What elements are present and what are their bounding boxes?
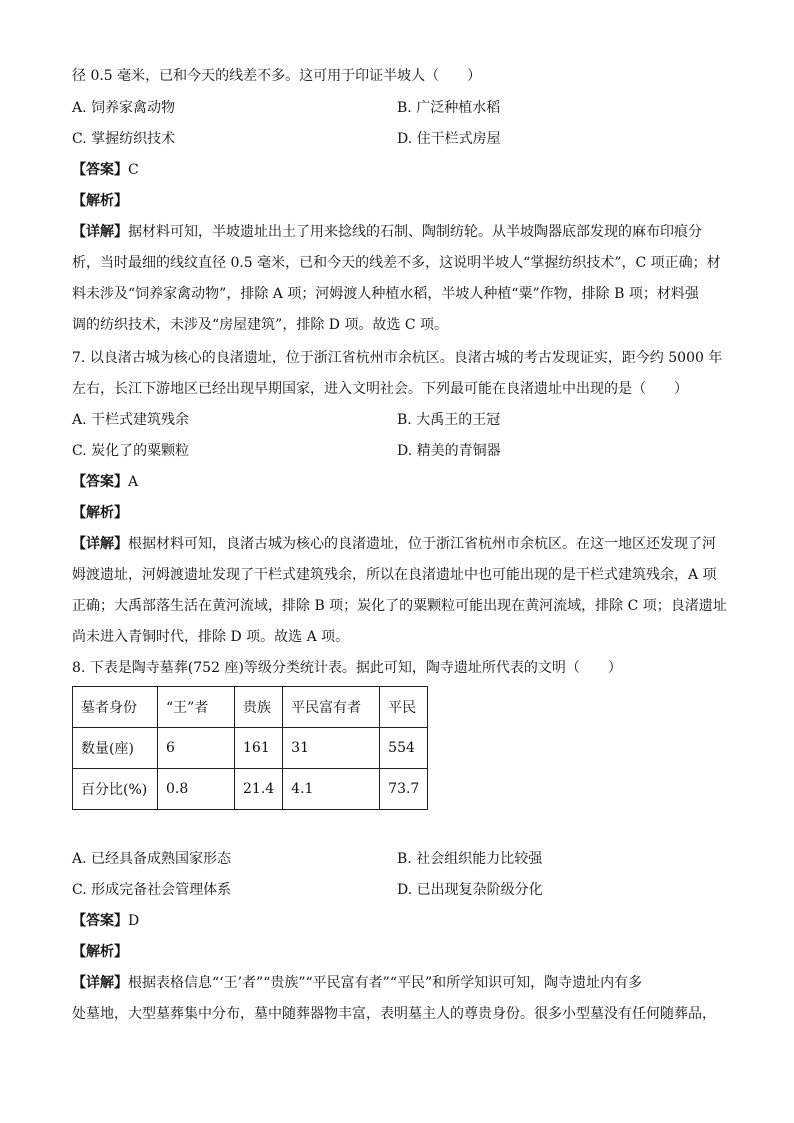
q8-analysis-tag: 【解析】: [72, 944, 128, 960]
table-cell: 21.4: [235, 769, 283, 810]
q7-stem-line-2: 左右，长江下游地区已经出现早期国家，进入文明社会。下列最可能在良渚遗址中出现的是（ ）: [72, 381, 688, 397]
q7-detail-line-1: [72, 534, 716, 554]
table-header-cell: 墓者身份: [73, 687, 158, 728]
detail-text: 根据材料可知，良渚古城为核心的良渚遗址，位于浙江省杭州市余杭区。在这一地区还发现了河: [128, 536, 716, 552]
q8-option-a: A. 已经具备成熟国家形态: [72, 851, 232, 867]
q7-stem-line-1: 7. 以良渚古城为核心的良渚遗址，位于浙江省杭州市余杭区。良渚古城的考古发现证实，距今约 5000 年: [72, 350, 723, 366]
table-header-row: [73, 687, 428, 728]
answer-tag: 【答案】: [72, 474, 128, 490]
detail-tag: 【详解】: [72, 536, 128, 552]
q6-option-a: A. 饲养家禽动物: [72, 100, 176, 116]
q7-answer-line: [72, 472, 138, 492]
answer-value: D: [128, 913, 140, 929]
q6-option-b: B. 广泛种植水稻: [397, 100, 501, 116]
q7-detail-line-3: 正确；大禹部落生活在黄河流域，排除 B 项；炭化了的粟颗粒可能出现在黄河流域，排除 C 项；良渚遗址: [72, 598, 727, 614]
q6-detail-line-4: 调的纺织技术，未涉及“房屋建筑”，排除 D 项。故选 C 项。: [72, 317, 449, 333]
answer-value: C: [128, 162, 139, 178]
table-header-cell: 平民富有者: [283, 687, 380, 728]
q8-option-d: D. 已出现复杂阶级分化: [397, 882, 543, 898]
q6-option-c: C. 掌握纺织技术: [72, 131, 176, 147]
q8-detail-line-1: [72, 973, 642, 993]
table-cell: 0.8: [158, 769, 235, 810]
detail-tag: 【详解】: [72, 224, 128, 240]
q8-detail-line-2: 处墓地，大型墓葬集中分布，墓中随葬器物丰富，表明墓主人的尊贵身份。很多小型墓没有任何随葬品，: [72, 1006, 716, 1022]
table-cell: 161: [235, 728, 283, 769]
q6-detail-line-1: [72, 222, 702, 242]
q6-stem-line: 径 0.5 毫米，已和今天的线差不多。这可用于印证半坡人（ ）: [72, 68, 482, 84]
table-row: [73, 769, 428, 810]
table-row: [73, 728, 428, 769]
answer-tag: 【答案】: [72, 162, 128, 178]
table-cell: 6: [158, 728, 235, 769]
q6-analysis-tag: 【解析】: [72, 193, 128, 209]
q6-answer-line: [72, 160, 139, 180]
table-header-cell: 平民: [380, 687, 428, 728]
q7-option-d: D. 精美的青铜器: [397, 443, 501, 459]
q6-detail-line-2: 析，当时最细的线纹直径 0.5 毫米，已和今天的线差不多，这说明半坡人“掌握纺织技术”，C 项正确；材: [72, 255, 721, 271]
detail-text: 据材料可知，半坡遗址出土了用来捻线的石制、陶制纺轮。从半坡陶器底部发现的麻布印痕分: [128, 224, 702, 240]
q8-option-c: C. 形成完备社会管理体系: [72, 882, 232, 898]
table-cell: 数量(座): [73, 728, 158, 769]
q7-option-b: B. 大禹王的王冠: [397, 412, 501, 428]
q7-analysis-tag: 【解析】: [72, 505, 128, 521]
q6-option-d: D. 住干栏式房屋: [397, 131, 501, 147]
table-cell: 百分比(%): [73, 769, 158, 810]
table-cell: 4.1: [283, 769, 380, 810]
detail-text: 根据表格信息“‘王’者”“贵族”“平民富有者”“平民”和所学知识可知，陶寺遗址内有多: [128, 975, 643, 991]
q7-detail-line-4: 尚未进入青铜时代，排除 D 项。故选 A 项。: [72, 629, 350, 645]
answer-tag: 【答案】: [72, 913, 128, 929]
table-cell: 73.7: [380, 769, 428, 810]
table-header-cell: “王”者: [158, 687, 235, 728]
q8-answer-line: [72, 911, 139, 931]
q7-option-a: A. 干栏式建筑残余: [72, 412, 190, 428]
q8-option-b: B. 社会组织能力比较强: [397, 851, 543, 867]
table-cell: 31: [283, 728, 380, 769]
detail-tag: 【详解】: [72, 975, 128, 991]
table-header-cell: 贵族: [235, 687, 283, 728]
answer-value: A: [128, 474, 139, 490]
table-cell: 554: [380, 728, 428, 769]
q6-detail-line-3: 料未涉及“饲养家禽动物”，排除 A 项；河姆渡人种植水稻，半坡人种植“粟”作物，排除 B 项；材料强: [72, 286, 699, 302]
q7-detail-line-2: 姆渡遗址，河姆渡遗址发现了干栏式建筑残余，所以在良渚遗址中也可能出现的是干栏式建筑残余，A 项: [72, 567, 717, 583]
q7-option-c: C. 炭化了的粟颗粒: [72, 443, 190, 459]
burial-stats-table: [72, 686, 428, 810]
q8-stem-line: 8. 下表是陶寺墓葬(752 座)等级分类统计表。据此可知，陶寺遗址所代表的文明（ ）: [72, 660, 622, 676]
